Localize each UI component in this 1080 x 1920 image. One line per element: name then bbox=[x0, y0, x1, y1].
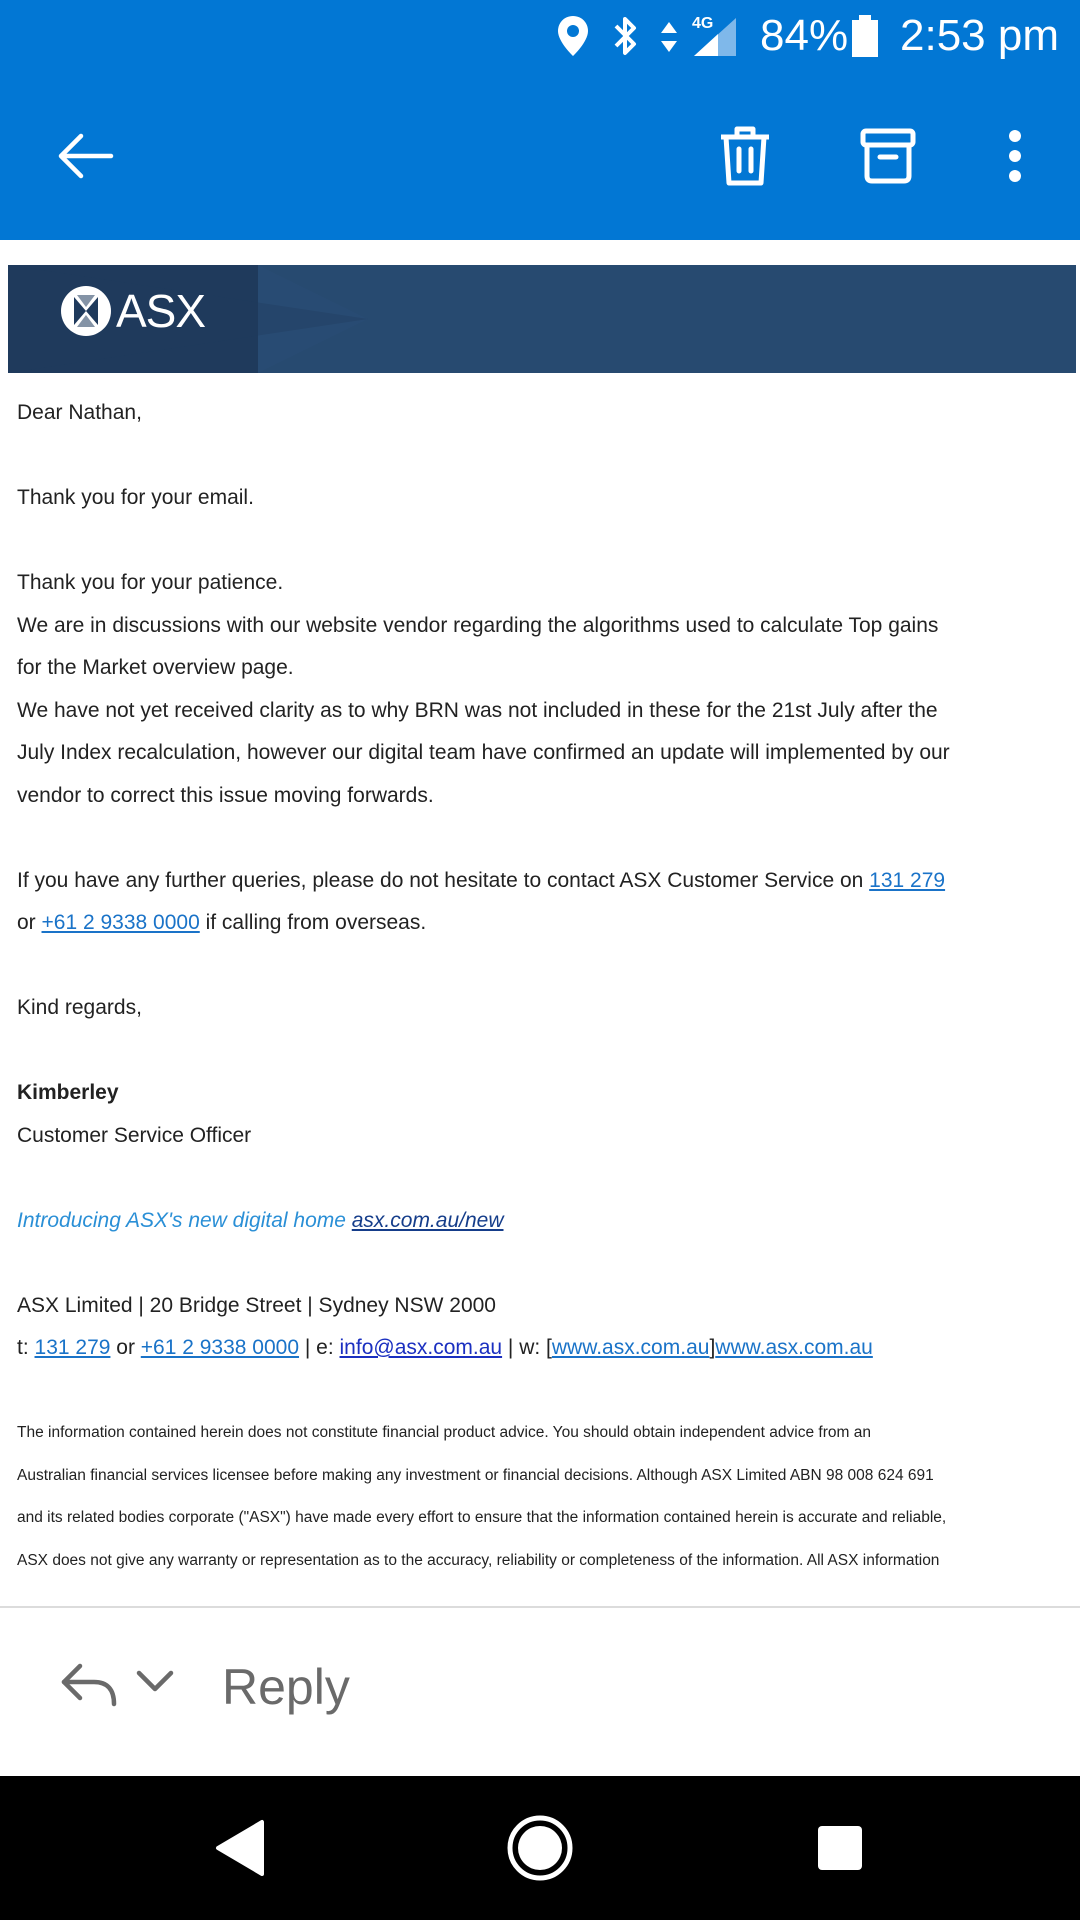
paragraph-line: Thank you for your patience. bbox=[17, 571, 284, 594]
nav-home-icon bbox=[506, 1814, 574, 1882]
disclaimer-line: Australian financial services licensee before making any investment or financial decisions. Although ASX Limited ABN 98 008 624 691 bbox=[17, 1466, 934, 1484]
signoff: Kind regards, bbox=[17, 996, 142, 1019]
contact-details-line bbox=[17, 1327, 977, 1370]
phone-link-local[interactable]: 131 279 bbox=[869, 868, 946, 892]
footer-phone-link-overseas[interactable]: +61 2 9338 0000 bbox=[140, 1336, 300, 1359]
nav-back-button[interactable] bbox=[200, 1776, 280, 1920]
reply-button[interactable] bbox=[58, 1660, 118, 1715]
more-options-button[interactable] bbox=[990, 72, 1040, 240]
paragraph-line: for the Market overview page. bbox=[17, 656, 294, 679]
contact-label: or bbox=[110, 1336, 141, 1359]
reply-bar bbox=[0, 1608, 1080, 1776]
network-arrows-icon bbox=[658, 0, 680, 72]
phone-link-overseas[interactable]: +61 2 9338 0000 bbox=[41, 911, 200, 934]
archive-icon bbox=[860, 128, 916, 184]
contact-text: or bbox=[17, 911, 42, 934]
paragraph-thanks: Thank you for your email. bbox=[17, 486, 254, 509]
chevron-down-icon bbox=[135, 1668, 175, 1694]
location-icon bbox=[556, 0, 590, 72]
nav-recents-button[interactable] bbox=[800, 1776, 880, 1920]
more-vert-icon bbox=[1007, 130, 1023, 182]
nav-home-button[interactable] bbox=[500, 1776, 580, 1920]
contact-text: if calling from overseas. bbox=[199, 911, 427, 934]
disclaimer bbox=[17, 1412, 977, 1582]
asx-logo-text: ASX bbox=[116, 285, 206, 337]
archive-button[interactable] bbox=[843, 72, 933, 240]
battery-icon bbox=[850, 0, 880, 72]
paragraph-line: July Index recalculation, however our digital team have confirmed an update will implemented by our bbox=[17, 741, 950, 764]
battery-text: 84% bbox=[760, 11, 849, 60]
paragraph-line: We have not yet received clarity as to why BRN was not included in these for the 21st July after the bbox=[17, 698, 938, 722]
back-button[interactable] bbox=[40, 72, 130, 240]
app-bar bbox=[0, 72, 1080, 240]
asx-logo bbox=[60, 284, 205, 338]
sender-title: Customer Service Officer bbox=[17, 1123, 252, 1147]
asx-logo-icon bbox=[60, 285, 112, 337]
footer-web-link[interactable]: www.asx.com.au bbox=[551, 1336, 710, 1359]
contact-label: | w: [ bbox=[502, 1336, 552, 1359]
promo-text: Introducing ASX's new digital home bbox=[17, 1208, 352, 1232]
footer-email-link[interactable]: info@asx.com.au bbox=[339, 1336, 503, 1359]
status-bar bbox=[0, 0, 1080, 72]
address-line: ASX Limited | 20 Bridge Street | Sydney NSW 2000 bbox=[17, 1293, 496, 1317]
footer-web-link[interactable]: www.asx.com.au bbox=[715, 1336, 873, 1359]
disclaimer-line: ASX does not give any warranty or representation as to the accuracy, reliability or completeness of the information. All ASX information bbox=[17, 1551, 940, 1569]
promo-link[interactable]: asx.com.au/new bbox=[351, 1208, 504, 1232]
paragraph-line: We are in discussions with our website vendor regarding the algorithms used to calculate Top gains bbox=[17, 613, 939, 637]
delete-button[interactable] bbox=[700, 72, 790, 240]
nav-back-icon bbox=[212, 1818, 268, 1878]
greeting: Dear Nathan, bbox=[17, 401, 142, 424]
contact-text: If you have any further queries, please do not hesitate to contact ASX Customer Service on bbox=[17, 868, 870, 892]
email-body bbox=[17, 392, 977, 1582]
nav-recents-icon bbox=[816, 1824, 864, 1872]
paragraph-line: vendor to correct this issue moving forwards. bbox=[17, 783, 434, 807]
footer-phone-link-local[interactable]: 131 279 bbox=[34, 1336, 111, 1359]
bluetooth-icon bbox=[610, 0, 640, 72]
navigation-bar bbox=[0, 1776, 1080, 1920]
contact-label: ] bbox=[709, 1336, 716, 1359]
contact-label: | e: bbox=[299, 1336, 340, 1359]
reply-label[interactable]: Reply bbox=[222, 1659, 350, 1715]
reply-options-button[interactable] bbox=[135, 1668, 175, 1699]
back-arrow-icon bbox=[55, 131, 115, 181]
clock-text: 2:53 pm bbox=[900, 11, 1059, 60]
delete-icon bbox=[717, 125, 773, 187]
signal-icon bbox=[692, 0, 738, 72]
disclaimer-line: The information contained herein does not constitute financial product advice. You should obtain independent advice from an bbox=[17, 1424, 871, 1441]
promo-line bbox=[17, 1200, 977, 1243]
contact-label: t: bbox=[17, 1336, 35, 1359]
disclaimer-line: and its related bodies corporate ("ASX") have made every effort to ensure that the information contained herein is accurate and reliable, bbox=[17, 1509, 947, 1526]
network-type-text: 4G bbox=[692, 15, 714, 32]
sender-name: Kimberley bbox=[17, 1081, 119, 1104]
contact-paragraph-line bbox=[17, 902, 977, 945]
contact-paragraph-line bbox=[17, 860, 977, 903]
reply-icon bbox=[58, 1660, 118, 1710]
asx-banner bbox=[8, 265, 1076, 373]
